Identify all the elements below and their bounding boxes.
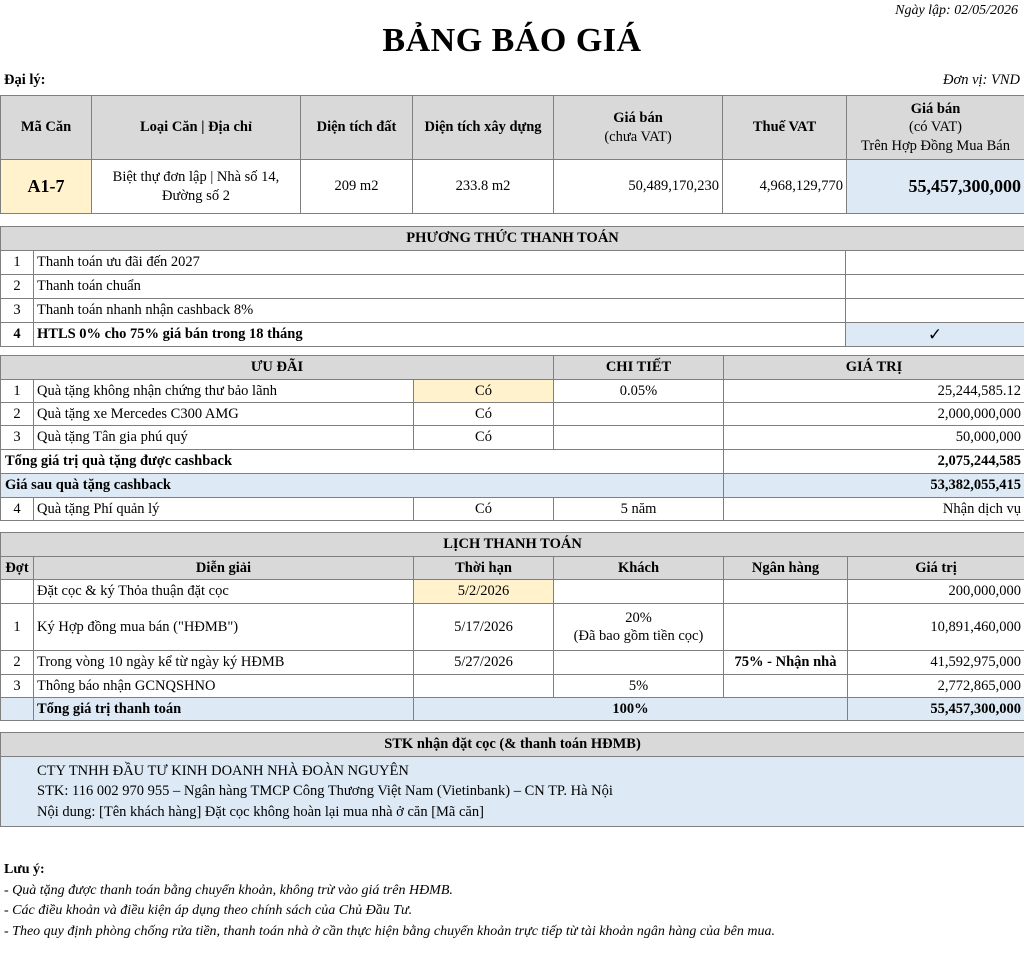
notes-section (4, 860, 775, 942)
method-label: Thanh toán nhanh nhận cashback 8% (34, 299, 846, 323)
incentive-label: Quà tặng Phí quản lý (34, 498, 414, 521)
schedule-value: 10,891,460,000 (848, 604, 1024, 651)
account-table (0, 732, 1024, 827)
incentives-table (0, 355, 1024, 521)
dealer-label: Đại lý: (4, 72, 46, 88)
incentive-no: 1 (1, 380, 34, 403)
method-no: 2 (1, 275, 34, 299)
method-no: 4 (1, 323, 34, 347)
col-type: Loại Căn | Địa chỉ (92, 96, 301, 160)
build-area: 233.8 m2 (413, 160, 554, 214)
schedule-value: 200,000,000 (848, 580, 1024, 604)
schedule-deadline (414, 675, 554, 698)
incentive-detail: 0.05% (554, 380, 724, 403)
incentive-flag[interactable]: Có (414, 498, 554, 521)
price-vat-line2: (có VAT) (908, 119, 963, 136)
col-land-area: Diện tích đất (301, 96, 413, 160)
incentive-flag[interactable]: Có (414, 380, 554, 403)
payment-methods-table (0, 226, 1024, 347)
method-no: 3 (1, 299, 34, 323)
currency-unit: Đơn vị: VND (942, 72, 1020, 88)
method-label: Thanh toán chuẩn (34, 275, 846, 299)
schedule-phase (1, 580, 34, 604)
incentive-label: Quà tặng xe Mercedes C300 AMG (34, 403, 414, 426)
note-item: - Theo quy định phòng chống rửa tiền, thanh toán nhà ở cần thực hiện bằng chuyển khoản trực tiếp từ tài khoản ngân hàng của bên mua. (4, 923, 775, 939)
schedule-customer (554, 604, 724, 651)
col-phase: Đợt (1, 557, 34, 580)
method-mark[interactable] (846, 251, 1024, 275)
col-price-vat (847, 96, 1024, 160)
schedule-bank (724, 604, 848, 651)
schedule-bank (724, 580, 848, 604)
account-company: CTY TNHH ĐẦU TƯ KINH DOANH NHÀ ĐOÀN NGUYÊN (37, 762, 409, 779)
incentive-label: Quà tặng Tân gia phú quý (34, 426, 414, 450)
schedule-value: 41,592,975,000 (848, 651, 1024, 675)
method-selected-checkmark[interactable]: ✓ (846, 323, 1024, 347)
col-deadline: Thời hạn (414, 557, 554, 580)
account-details (1, 757, 1024, 827)
incentive-no: 2 (1, 403, 34, 426)
schedule-bank: 75% - Nhận nhà (724, 651, 848, 675)
total-gift-label: Tổng giá trị quà tặng được cashback (1, 450, 724, 474)
incentive-value: 25,244,585.12 (724, 380, 1024, 403)
note-item: - Quà tặng được thanh toán bằng chuyển khoản, không trừ vào giá trên HĐMB. (4, 882, 453, 898)
incentive-detail: 5 năm (554, 498, 724, 521)
schedule-total-percent: 100% (414, 698, 848, 721)
schedule-phase: 3 (1, 675, 34, 698)
method-label: HTLS 0% cho 75% giá bán trong 18 tháng (34, 323, 846, 347)
vat-amount: 4,968,129,770 (723, 160, 847, 214)
land-area: 209 m2 (301, 160, 413, 214)
schedule-desc: Trong vòng 10 ngày kể từ ngày ký HĐMB (34, 651, 414, 675)
price-pre-line2: (chưa VAT) (604, 128, 672, 145)
unit-type (92, 160, 301, 214)
col-customer: Khách (554, 557, 724, 580)
schedule-total-empty (1, 698, 34, 721)
schedule-customer (554, 651, 724, 675)
incentive-value: Nhận dịch vụ (724, 498, 1024, 521)
payment-methods-title: PHƯƠNG THỨC THANH TOÁN (1, 227, 1024, 251)
col-code: Mã Căn (1, 96, 92, 160)
schedule-total-value: 55,457,300,000 (848, 698, 1024, 721)
schedule-bank (724, 675, 848, 698)
schedule-desc: Thông báo nhận GCNQSHNO (34, 675, 414, 698)
account-title: STK nhận đặt cọc (& thanh toán HĐMB) (1, 733, 1024, 757)
col-bank: Ngân hàng (724, 557, 848, 580)
schedule-deadline: 5/17/2026 (414, 604, 554, 651)
schedule-total-label: Tổng giá trị thanh toán (34, 698, 414, 721)
page-title: BẢNG BÁO GIÁ (382, 22, 642, 59)
account-content: Nội dung: [Tên khách hàng] Đặt cọc không hoàn lại mua nhà ở căn [Mã căn] (37, 803, 484, 820)
incentive-no: 3 (1, 426, 34, 450)
price-after-gift-label: Giá sau quà tặng cashback (1, 474, 724, 498)
schedule-deadline[interactable]: 5/2/2026 (414, 580, 554, 604)
note-item: - Các điều khoản và điều kiện áp dụng theo chính sách của Chủ Đầu Tư. (4, 903, 413, 918)
notes-title: Lưu ý: (4, 862, 45, 877)
method-mark[interactable] (846, 299, 1024, 323)
schedule-phase: 2 (1, 651, 34, 675)
price-vat-line3: Trên Hợp Đồng Mua Bán (861, 137, 1010, 154)
unit-type-line2: Đường số 2 (162, 187, 230, 204)
method-mark[interactable] (846, 275, 1024, 299)
schedule-phase: 1 (1, 604, 34, 651)
schedule-customer (554, 580, 724, 604)
incentive-value: 2,000,000,000 (724, 403, 1024, 426)
price-with-vat: 55,457,300,000 (847, 160, 1024, 214)
total-gift-value: 2,075,244,585 (724, 450, 1024, 474)
schedule-desc: Đặt cọc & ký Thỏa thuận đặt cọc (34, 580, 414, 604)
price-pre-vat: 50,489,170,230 (554, 160, 723, 214)
incentive-detail (554, 426, 724, 450)
incentive-flag[interactable]: Có (414, 426, 554, 450)
incentives-value-header: GIÁ TRỊ (724, 356, 1024, 380)
incentive-no: 4 (1, 498, 34, 521)
incentive-label: Quà tặng không nhận chứng thư bảo lãnh (34, 380, 414, 403)
schedule-customer-percent: 20% (625, 609, 652, 626)
incentive-flag[interactable]: Có (414, 403, 554, 426)
schedule-value: 2,772,865,000 (848, 675, 1024, 698)
schedule-customer: 5% (554, 675, 724, 698)
creation-date: Ngày lập: 02/05/2026 (895, 3, 1018, 18)
col-price-pre-vat (554, 96, 723, 160)
incentives-title: ƯU ĐÃI (1, 356, 554, 380)
price-vat-line1: Giá bán (910, 101, 961, 118)
method-label: Thanh toán ưu đãi đến 2027 (34, 251, 846, 275)
unit-type-line1: Biệt thự đơn lập | Nhà số 14, (112, 169, 280, 186)
schedule-deadline: 5/27/2026 (414, 651, 554, 675)
price-after-gift-value: 53,382,055,415 (724, 474, 1024, 498)
payment-schedule-table (0, 532, 1024, 721)
schedule-title: LỊCH THANH TOÁN (1, 533, 1024, 557)
col-vat: Thuế VAT (723, 96, 847, 160)
schedule-customer-note: (Đã bao gồm tiền cọc) (573, 628, 704, 644)
incentive-detail (554, 403, 724, 426)
incentive-value: 50,000,000 (724, 426, 1024, 450)
col-value: Giá trị (848, 557, 1024, 580)
method-no: 1 (1, 251, 34, 275)
incentives-detail-header: CHI TIẾT (554, 356, 724, 380)
price-table (0, 95, 1024, 214)
col-description: Diễn giải (34, 557, 414, 580)
col-build-area: Diện tích xây dựng (413, 96, 554, 160)
schedule-desc: Ký Hợp đồng mua bán ("HĐMB") (34, 604, 414, 651)
account-number: STK: 116 002 970 955 – Ngân hàng TMCP Công Thương Việt Nam (Vietinbank) – CN TP. Hà Nội (37, 783, 613, 800)
unit-code: A1-7 (1, 160, 92, 214)
price-pre-line1: Giá bán (613, 110, 663, 127)
